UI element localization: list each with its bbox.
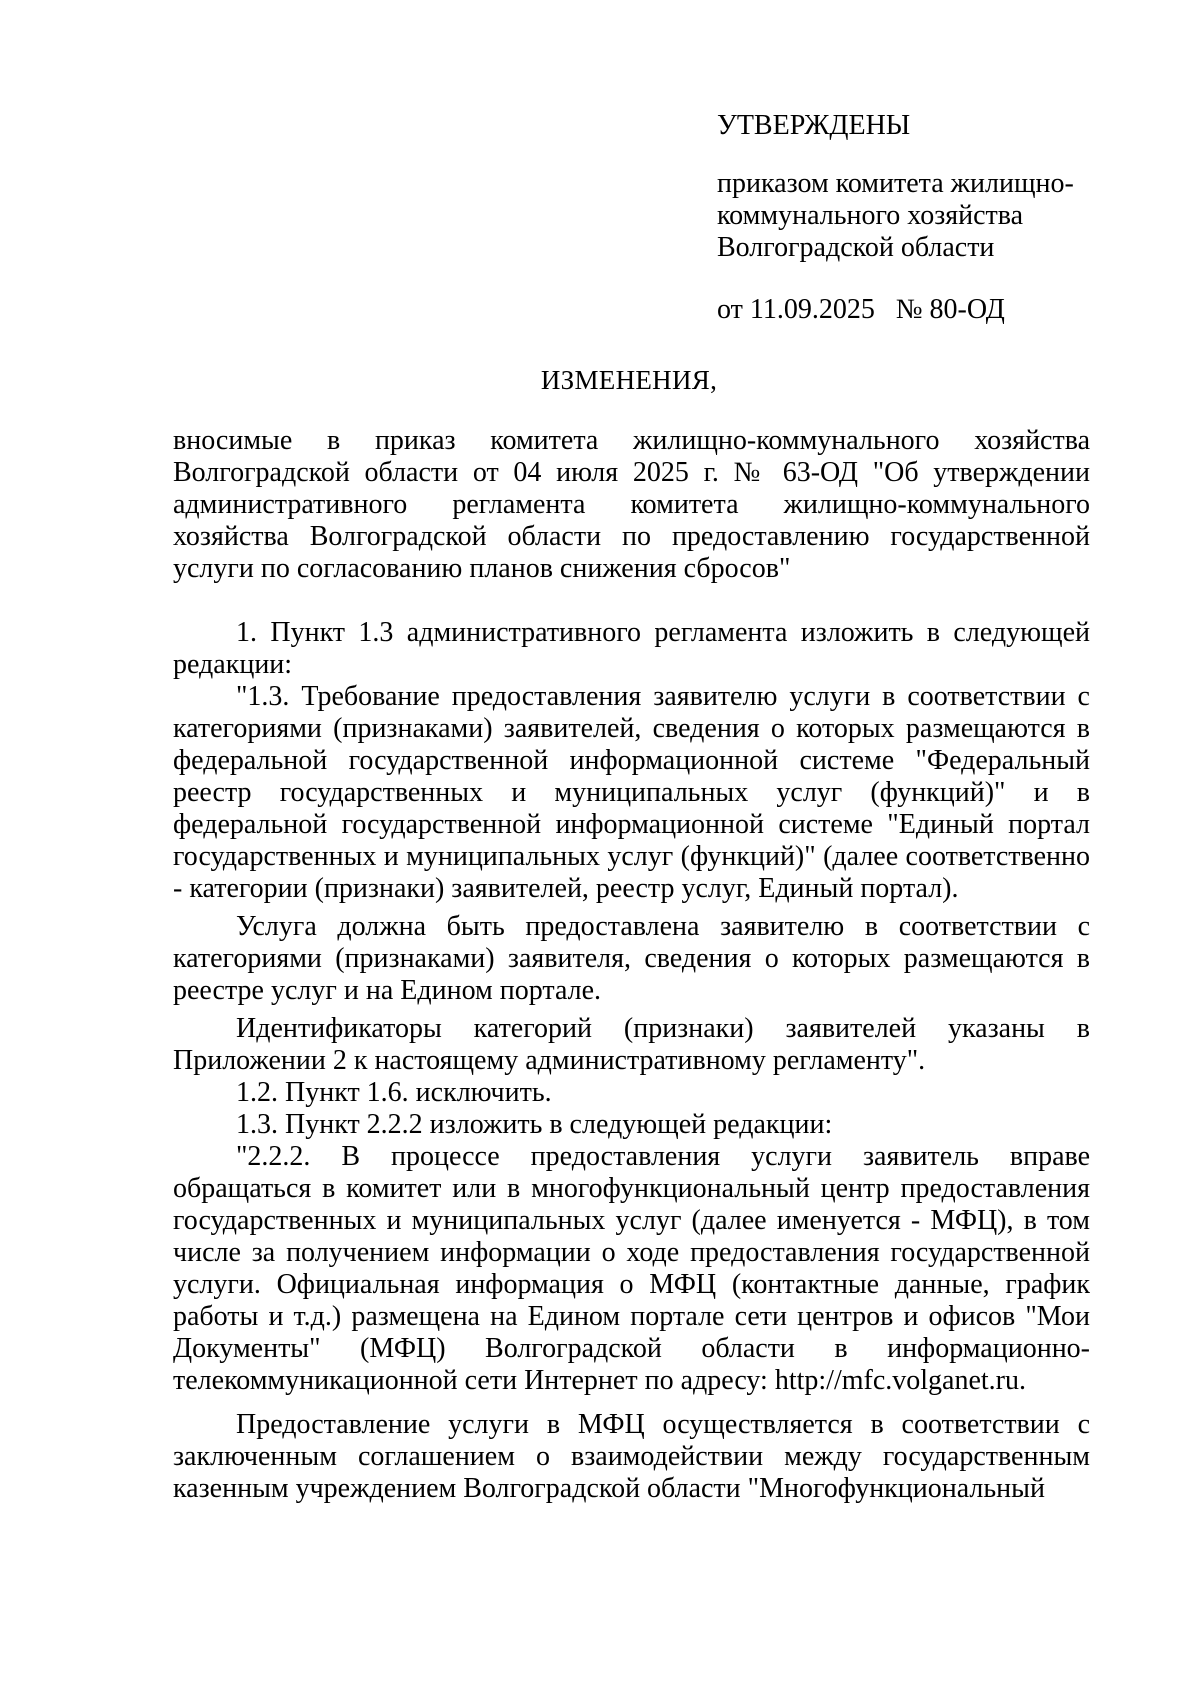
- approval-date-number: от 11.09.2025 № 80-ОД: [717, 294, 1005, 325]
- document-body: [173, 617, 1090, 1505]
- approval-line: Волгоградской области: [717, 232, 995, 263]
- approval-line: коммунального хозяйства: [717, 200, 1024, 231]
- paragraph: 1.3. Пункт 2.2.2 изложить в следующей редакции:: [236, 1109, 833, 1140]
- paragraph: "1.3. Требование предоставления заявителю услуги в соответствии с категориями (признаками) заявителей, сведения о которых размещаются в федеральной государственной информационной системе "Федеральный реестр государственных и муниципальных услуг (функций)" и в федеральной государственной информационной системе "Единый портал государственных и муниципальных услуг (функций)" (далее соответственно - категории (признаки) заявителей, реестр услуг, Единый портал).: [173, 681, 1090, 904]
- paragraph: Услуга должна быть предоставлена заявителю в соответствии с категориями (признаками) заявителя, сведения о которых размещаются в реестре услуг и на Едином портале.: [173, 911, 1090, 1006]
- document-subtitle: вносимые в приказ комитета жилищно-коммунального хозяйства Волгоградской области от 04 июля 2025 г. № 63-ОД "Об утверждении административного регламента комитета жилищно-коммунального хозяйства Волгоградской области по предоставлению государственной услуги по согласованию планов снижения сбросов": [173, 425, 1090, 584]
- approval-block: [717, 110, 1157, 326]
- paragraph: 1. Пункт 1.3 административного регламента изложить в следующей редакции:: [173, 617, 1090, 680]
- approval-line: приказом комитета жилищно-: [717, 168, 1074, 199]
- approval-title: УТВЕРЖДЕНЫ: [717, 110, 911, 141]
- paragraph: Идентификаторы категорий (признаки) заявителей указаны в Приложении 2 к настоящему административному регламенту".: [173, 1013, 1090, 1076]
- document-title: ИЗМЕНЕНИЯ,: [540, 365, 718, 395]
- approval-authority: [717, 168, 1157, 264]
- paragraph: "2.2.2. В процессе предоставления услуги заявитель вправе обращаться в комитет или в многофункциональный центр предоставления государственных и муниципальных услуг (далее именуется - МФЦ), в том числе за получением информации о ходе предоставления государственной услуги. Официальная информация о МФЦ (контактные данные, график работы и т.д.) размещена на Едином портале сети центров и офисов "Мои Документы" (МФЦ) Волгоградской области в информационно-телекоммуникационной сети Интернет по адресу: http://mfc.volganet.ru.: [173, 1141, 1090, 1396]
- paragraph: 1.2. Пункт 1.6. исключить.: [236, 1077, 552, 1108]
- paragraph: Предоставление услуги в МФЦ осуществляется в соответствии с заключенным соглашением о взаимодействии между государственным казенным учреждением Волгоградской области "Многофункциональный: [173, 1409, 1090, 1504]
